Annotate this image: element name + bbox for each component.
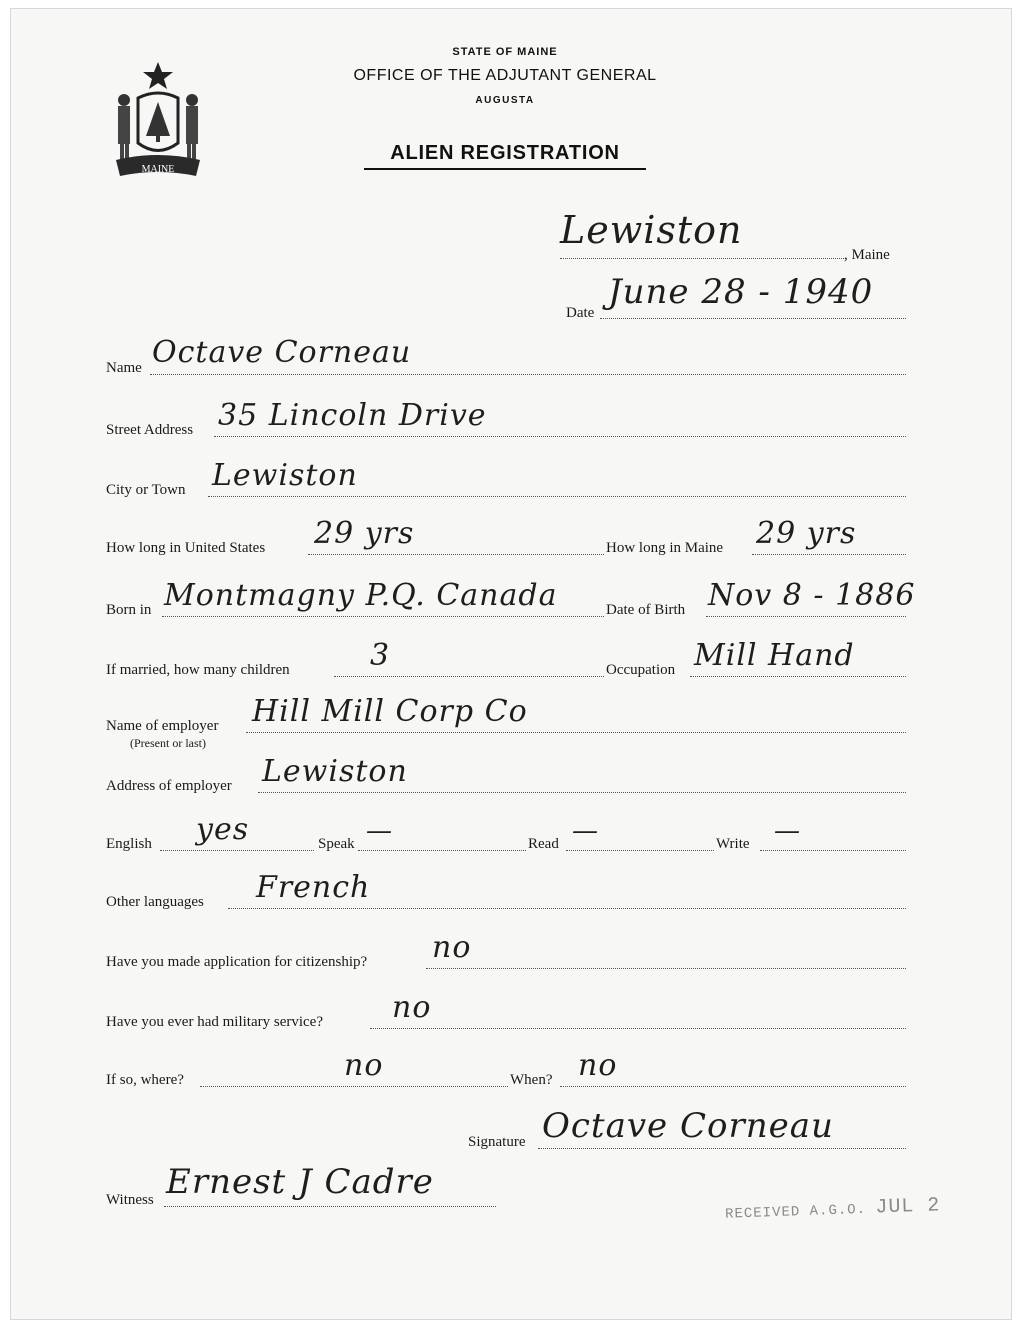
military-entry: no <box>392 990 432 1025</box>
name-label: Name <box>106 360 142 376</box>
employer-address-line <box>258 792 906 793</box>
other-languages-entry: French <box>256 870 371 905</box>
read-entry: — <box>572 816 599 846</box>
form-title: ALIEN REGISTRATION <box>390 142 620 164</box>
witness-entry: Ernest J Cadre <box>166 1162 434 1202</box>
employer-sublabel: (Present or last) <box>130 736 206 750</box>
english-line <box>160 850 314 851</box>
title-underline <box>364 168 646 170</box>
city-entry: Lewiston <box>212 458 358 493</box>
where-label: If so, where? <box>106 1072 184 1088</box>
place-line <box>560 258 844 259</box>
dob-label: Date of Birth <box>606 602 686 618</box>
employer-address-entry: Lewiston <box>262 754 408 789</box>
employer-entry: Hill Mill Corp Co <box>252 694 528 729</box>
dob-entry: Nov 8 - 1886 <box>708 578 916 613</box>
write-label: Write <box>716 836 750 852</box>
how-long-maine-line <box>752 554 906 555</box>
employer-label: Name of employer <box>106 718 219 734</box>
dob-line <box>706 616 906 617</box>
citizenship-line <box>426 968 906 969</box>
signature-label: Signature <box>468 1134 526 1150</box>
children-label: If married, how many children <box>106 662 290 678</box>
write-entry: — <box>774 816 801 846</box>
street-entry: 35 Lincoln Drive <box>218 398 487 433</box>
other-languages-label: Other languages <box>106 894 204 910</box>
maine-seal-icon <box>108 58 208 183</box>
born-in-entry: Montmagny P.Q. Canada <box>164 578 558 613</box>
city-label: City or Town <box>106 482 186 498</box>
name-entry: Octave Corneau <box>152 335 412 370</box>
speak-entry: — <box>366 816 393 846</box>
stamp-text: RECEIVED A.G.O. <box>724 1201 867 1223</box>
occupation-line <box>690 676 906 677</box>
military-line <box>370 1028 906 1029</box>
signature-entry: Octave Corneau <box>542 1106 834 1146</box>
stamp-month: JUL 2 <box>875 1194 941 1220</box>
place-entry: Lewiston <box>560 208 743 252</box>
citizenship-label: Have you made application for citizenship? <box>106 954 368 970</box>
born-in-line <box>162 616 604 617</box>
military-label: Have you ever had military service? <box>106 1014 323 1030</box>
speak-line <box>358 850 526 851</box>
english-entry: yes <box>196 812 250 847</box>
speak-label: Speak <box>318 836 355 852</box>
children-line <box>334 676 604 677</box>
how-long-us-label: How long in United States <box>106 540 266 556</box>
city-line <box>208 496 906 497</box>
occupation-label: Occupation <box>606 662 676 678</box>
when-line <box>560 1086 906 1087</box>
how-long-maine-entry: 29 yrs <box>756 516 857 551</box>
header-office: OFFICE OF THE ADJUTANT GENERAL <box>353 67 657 84</box>
when-label: When? <box>510 1072 553 1088</box>
born-in-label: Born in <box>106 602 152 618</box>
employer-address-label: Address of employer <box>106 778 232 794</box>
date-entry: June 28 - 1940 <box>608 272 874 312</box>
street-label: Street Address <box>106 422 194 438</box>
english-label: English <box>106 836 152 852</box>
street-line <box>214 436 906 437</box>
write-line <box>760 850 906 851</box>
read-label: Read <box>528 836 559 852</box>
witness-label: Witness <box>106 1192 154 1208</box>
signature-line <box>538 1148 906 1149</box>
where-entry: no <box>344 1048 384 1083</box>
other-languages-line <box>228 908 906 909</box>
children-entry: 3 <box>370 638 391 673</box>
svg-text:MAINE: MAINE <box>141 164 175 175</box>
read-line <box>566 850 714 851</box>
how-long-us-line <box>308 554 604 555</box>
header-city: AUGUSTA <box>475 95 535 106</box>
witness-line <box>164 1206 496 1207</box>
name-line <box>150 374 906 375</box>
date-label: Date <box>566 305 595 321</box>
citizenship-entry: no <box>432 930 472 965</box>
how-long-maine-label: How long in Maine <box>606 540 724 556</box>
date-line <box>600 318 906 319</box>
when-entry: no <box>578 1048 618 1083</box>
occupation-entry: Mill Hand <box>694 638 855 673</box>
how-long-us-entry: 29 yrs <box>314 516 415 551</box>
header-state: STATE OF MAINE <box>452 46 558 58</box>
where-line <box>200 1086 508 1087</box>
maine-label: , Maine <box>844 247 890 263</box>
employer-line <box>246 732 906 733</box>
